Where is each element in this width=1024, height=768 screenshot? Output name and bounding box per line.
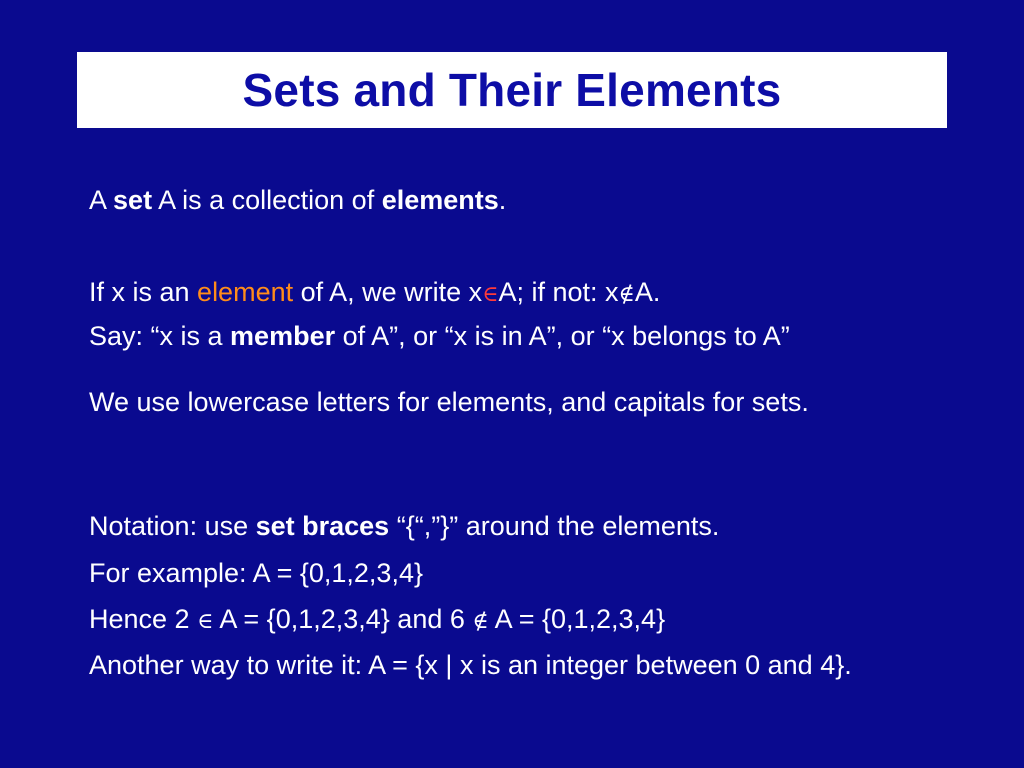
title-box [77,52,947,128]
text-fragment: “{“,”}” around the elements. [389,511,720,541]
bold-term-set-braces: set braces [255,511,390,541]
text-fragment: A [89,185,114,215]
element-of-symbol: ∈ [482,282,499,307]
line-element-notation [89,276,660,308]
text-fragment: We use lowercase letters for elements, and capitals for sets. [89,387,809,417]
text-fragment: A is a collection of [152,185,382,215]
bold-term-member: member [230,321,336,351]
text-fragment: of A”, or “x is in A”, or “x belongs to A” [335,321,790,351]
line-hence [89,603,665,635]
line-notation-braces [89,510,719,542]
text-fragment: A. [634,277,661,307]
element-of-symbol: ∈ [197,609,214,634]
line-set-definition [89,184,506,216]
highlight-term-element: element [197,277,294,307]
text-fragment: A = {0,1,2,3,4} and 6 [213,604,473,634]
line-lowercase-capitals [89,385,949,419]
text-fragment: . [498,185,507,215]
line-for-example [89,557,423,589]
text-fragment: A; if not: x [498,277,619,307]
not-element-of-symbol: ∉ [618,282,635,307]
text-fragment: Another way to write it: A = {x | x is an integer between 0 and 4}. [89,650,852,680]
text-fragment: of A, we write x [293,277,483,307]
slide-title: Sets and Their Elements [242,64,782,116]
line-another-way [89,648,949,682]
bold-term-set: set [113,185,153,215]
text-fragment: Hence 2 [89,604,198,634]
bold-term-elements: elements [381,185,499,215]
text-fragment: A = {0,1,2,3,4} [488,604,666,634]
text-fragment: For example: A = {0,1,2,3,4} [89,558,423,588]
not-element-of-symbol: ∉ [472,609,489,634]
text-fragment: If x is an [89,277,198,307]
text-fragment: Notation: use [89,511,256,541]
text-fragment: Say: “x is a [89,321,231,351]
line-say-member [89,320,790,352]
